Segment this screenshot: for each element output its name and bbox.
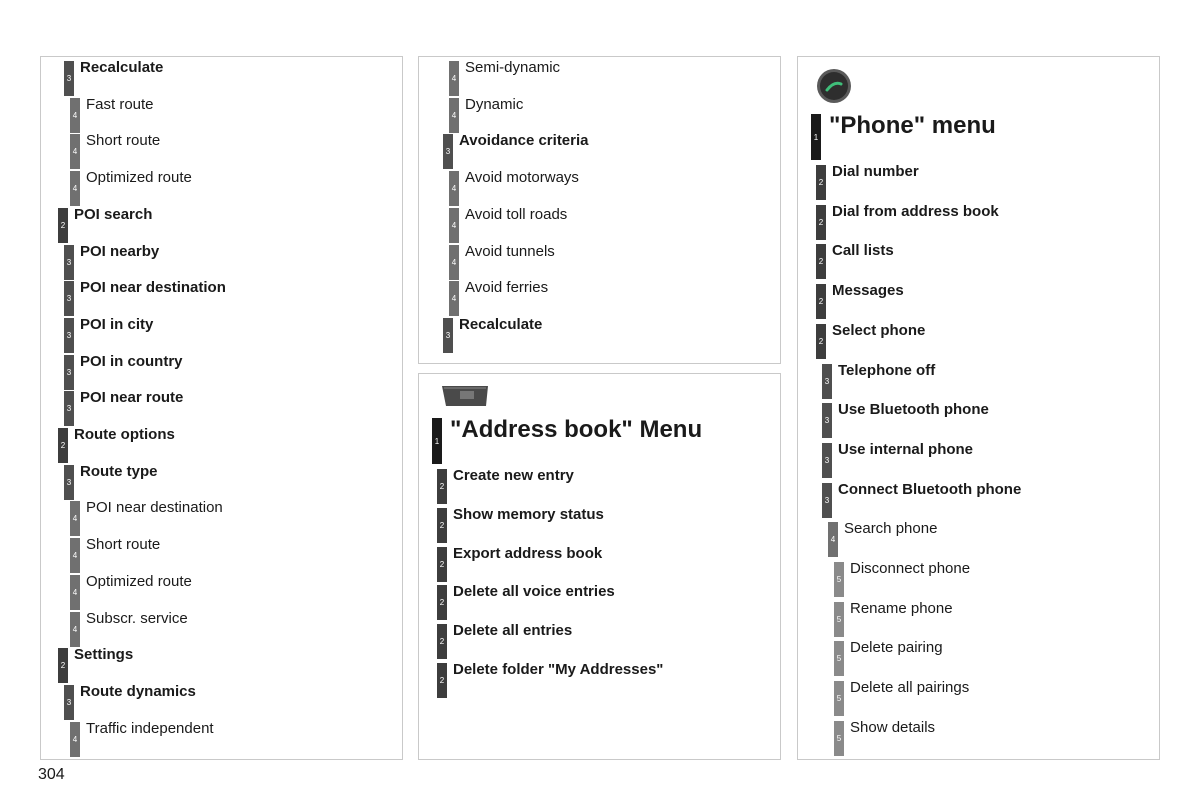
address-book-title: "Address book" Menu — [450, 416, 703, 443]
address-book-title-row — [432, 418, 702, 464]
menu-item-label: Dynamic — [465, 95, 524, 113]
menu-item-label: Dial number — [832, 163, 919, 180]
level-badge: 2 — [437, 508, 447, 543]
level-badge: 5 — [834, 641, 844, 676]
level-badge: 4 — [70, 612, 80, 647]
page-number: 304 — [38, 766, 65, 783]
menu-item-label: Use Bluetooth phone — [838, 401, 989, 419]
menu-item-label: Search phone — [844, 520, 938, 538]
phone-title-row — [811, 114, 996, 160]
menu-item-label: Recalculate — [80, 59, 164, 76]
level-badge: 5 — [834, 681, 844, 716]
level-badge: 3 — [64, 61, 74, 96]
menu-item-label: Settings — [74, 646, 134, 664]
level-badge: 3 — [64, 281, 74, 316]
level-badge: 2 — [437, 585, 447, 620]
menu-item-label: Semi-dynamic — [465, 59, 561, 76]
menu-item — [834, 681, 969, 716]
menu-item-label: Dial from address book — [832, 202, 999, 220]
menu-item — [64, 281, 226, 316]
menu-item-label: Traffic independent — [86, 719, 214, 737]
level-badge: 2 — [437, 624, 447, 659]
level-badge: 2 — [58, 428, 68, 463]
menu-item — [64, 462, 158, 500]
menu-item — [70, 538, 160, 573]
level-badge: 3 — [64, 245, 74, 280]
menu-item-label: Route dynamics — [80, 682, 196, 700]
level-badge: 4 — [449, 98, 459, 133]
menu-item — [64, 391, 183, 426]
menu-item — [58, 648, 133, 683]
menu-item — [437, 544, 603, 582]
menu-item-label: Delete all entries — [453, 622, 573, 640]
address-book-icon — [440, 384, 490, 408]
level-badge: 4 — [449, 61, 459, 96]
menu-item-label: Telephone off — [838, 361, 936, 379]
menu-item-label: Avoid motorways — [465, 169, 579, 187]
level-badge: 2 — [816, 244, 826, 279]
menu-item-label: Delete pairing — [850, 639, 943, 657]
menu-item-label: Show details — [850, 718, 936, 736]
level-badge: 2 — [816, 165, 826, 200]
menu-item — [834, 641, 943, 676]
menu-item — [816, 321, 926, 359]
menu-item — [834, 599, 953, 637]
level-badge: 5 — [834, 602, 844, 637]
menu-item-label: Avoid ferries — [465, 279, 549, 297]
menu-item-label: Use internal phone — [838, 440, 974, 458]
level-badge: 2 — [437, 469, 447, 504]
level-badge: 4 — [70, 538, 80, 573]
menu-item-label: Connect Bluetooth phone — [838, 480, 1022, 498]
menu-item — [822, 480, 1022, 518]
menu-item — [64, 61, 163, 96]
level-badge: 3 — [443, 318, 453, 353]
level-badge: 4 — [449, 245, 459, 280]
menu-item — [816, 284, 904, 319]
level-badge: 3 — [822, 483, 832, 518]
level-badge: 4 — [70, 98, 80, 133]
menu-item-label: Short route — [86, 536, 161, 554]
menu-item — [816, 244, 894, 279]
phone-menu-title: "Phone" menu — [829, 112, 996, 139]
level-badge: 2 — [816, 284, 826, 319]
menu-item-label: POI search — [74, 205, 153, 223]
menu-item-label: Messages — [832, 282, 904, 300]
level-badge: 2 — [816, 205, 826, 240]
menu-item-label: Delete all pairings — [850, 679, 970, 697]
menu-item — [70, 134, 160, 169]
menu-item-label: Select phone — [832, 321, 926, 339]
level-badge: 5 — [834, 721, 844, 756]
menu-item — [58, 205, 153, 243]
menu-item-label: Short route — [86, 132, 161, 150]
menu-item — [437, 585, 615, 620]
menu-item-label: Optimized route — [86, 169, 192, 187]
level-badge: 3 — [443, 134, 453, 169]
level-badge: 5 — [834, 562, 844, 597]
menu-item — [834, 562, 970, 597]
menu-item — [70, 95, 154, 133]
level-badge: 4 — [70, 501, 80, 536]
menu-item-label: Route type — [80, 462, 158, 480]
menu-item — [449, 95, 524, 133]
menu-item-label: Avoid tunnels — [465, 242, 555, 260]
level-badge: 3 — [64, 465, 74, 500]
menu-item — [816, 202, 999, 240]
menu-item — [816, 165, 919, 200]
menu-item — [437, 663, 663, 698]
menu-item-label: POI near destination — [80, 279, 226, 297]
menu-item — [70, 171, 192, 206]
menu-item — [58, 428, 175, 463]
level-badge: 4 — [828, 522, 838, 557]
level-badge: 1 — [432, 418, 442, 464]
menu-item-label: Disconnect phone — [850, 560, 971, 577]
level-badge: 4 — [70, 134, 80, 169]
menu-item — [834, 718, 936, 756]
menu-item-label: POI near destination — [86, 499, 223, 517]
menu-item-label: Rename phone — [850, 599, 953, 617]
menu-item-label: Avoid toll roads — [465, 205, 568, 223]
menu-item — [822, 361, 936, 399]
level-badge: 4 — [449, 208, 459, 243]
menu-item — [64, 242, 160, 280]
menu-item — [449, 281, 548, 316]
menu-item — [70, 501, 223, 536]
level-badge: 3 — [64, 391, 74, 426]
menu-item — [822, 440, 974, 478]
level-badge: 2 — [437, 547, 447, 582]
level-badge: 4 — [449, 281, 459, 316]
menu-item — [449, 171, 579, 206]
level-badge: 4 — [70, 722, 80, 757]
level-badge: 4 — [70, 171, 80, 206]
menu-item — [64, 352, 183, 390]
menu-item — [64, 315, 154, 353]
menu-item-label: Avoidance criteria — [459, 132, 589, 150]
level-badge: 3 — [822, 364, 832, 399]
menu-item-label: Subscr. service — [86, 609, 188, 627]
menu-item — [437, 469, 574, 504]
menu-item — [449, 61, 560, 96]
level-badge: 2 — [816, 324, 826, 359]
level-badge: 2 — [58, 208, 68, 243]
level-badge: 3 — [822, 403, 832, 438]
menu-item-label: POI in country — [80, 352, 183, 370]
menu-item — [437, 624, 572, 659]
menu-item — [828, 522, 937, 557]
menu-item-label: Delete all voice entries — [453, 583, 615, 601]
level-badge: 3 — [64, 685, 74, 720]
level-badge: 4 — [70, 575, 80, 610]
level-badge: 1 — [811, 114, 821, 160]
menu-item — [437, 505, 604, 543]
menu-item — [443, 134, 589, 169]
menu-item-label: POI near route — [80, 389, 184, 407]
menu-item — [443, 315, 543, 353]
menu-item-label: POI nearby — [80, 242, 160, 260]
menu-item-label: Show memory status — [453, 505, 604, 523]
menu-item — [449, 205, 568, 243]
menu-item-label: Call lists — [832, 242, 894, 260]
menu-item — [449, 242, 555, 280]
level-badge: 2 — [437, 663, 447, 698]
menu-item-label: Create new entry — [453, 467, 574, 484]
menu-item — [70, 572, 192, 610]
menu-item — [70, 609, 188, 647]
menu-item-label: Fast route — [86, 95, 154, 113]
menu-item-label: POI in city — [80, 315, 154, 333]
menu-item-label: Delete folder "My Addresses" — [453, 661, 664, 678]
level-badge: 3 — [64, 355, 74, 390]
level-badge: 4 — [449, 171, 459, 206]
level-badge: 2 — [58, 648, 68, 683]
phone-icon — [816, 68, 852, 104]
menu-item — [64, 682, 196, 720]
menu-item-label: Export address book — [453, 544, 603, 562]
menu-item — [70, 719, 214, 757]
menu-item-label: Recalculate — [459, 315, 543, 333]
menu-item-label: Optimized route — [86, 572, 192, 590]
menu-item — [822, 403, 989, 438]
menu-item-label: Route options — [74, 426, 175, 443]
level-badge: 3 — [822, 443, 832, 478]
level-badge: 3 — [64, 318, 74, 353]
